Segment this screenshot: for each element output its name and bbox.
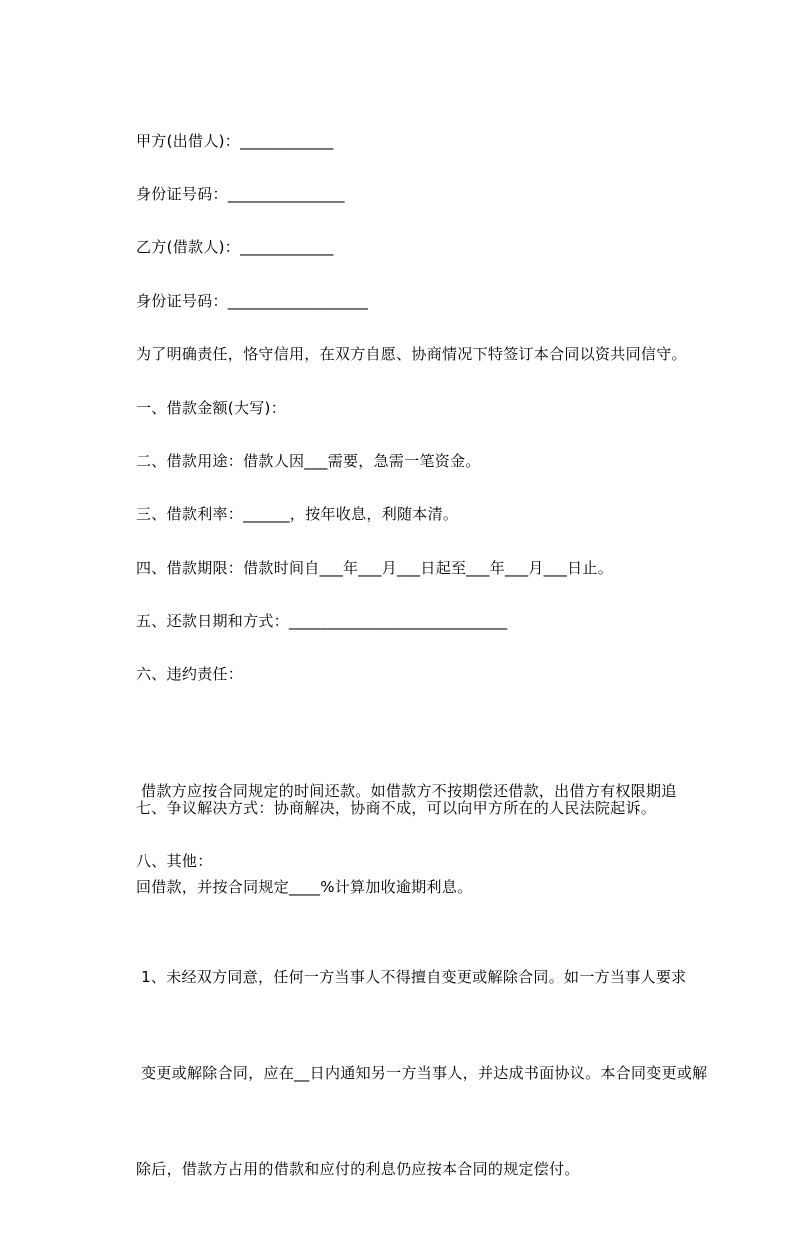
other-paragraph-line: 变更或解除合同，应在__日内通知另一方当事人，并达成书面协议。本合同变更或解 — [136, 1064, 708, 1082]
borrower-id-line: 身份证号码：__________________ — [136, 292, 369, 310]
clause-3-interest: 三、借款利率：______，按年收息，利随本清。 — [136, 505, 459, 523]
clause-1-amount: 一、借款金额(大写)： — [136, 399, 287, 417]
other-paragraph — [136, 897, 707, 1249]
clause-2-purpose: 二、借款用途：借款人因___需要，急需一笔资金。 — [136, 452, 481, 470]
other-paragraph-line: 除后，借款方占用的借款和应付的利息仍应按本合同的规定偿付。 — [136, 1160, 580, 1178]
borrower-line: 乙方(借款人)：____________ — [136, 238, 334, 256]
preamble-line: 为了明确责任，恪守信用，在双方自愿、协商情况下特签订本合同以资共同信守。 — [136, 345, 687, 363]
lender-line: 甲方(出借人)：____________ — [136, 132, 334, 150]
breach-paragraph-line: 回借款，并按合同规定____%计算加收逾期利息。 — [136, 878, 473, 896]
lender-id-line: 身份证号码：_______________ — [136, 185, 345, 203]
clause-6-heading: 六、违约责任： — [136, 665, 244, 683]
clause-5-repayment: 五、还款日期和方式：____________________________ — [136, 612, 508, 630]
other-paragraph-line: 1、未经双方同意，任何一方当事人不得擅自变更或解除合同。如一方当事人要求 — [136, 968, 687, 986]
breach-paragraph-line: 借款方应按合同规定的时间还款。如借款方不按期偿还借款，出借方有权限期追 — [136, 782, 677, 800]
clause-4-term: 四、借款期限：借款时间自___年___月___日起至___年___月___日止。 — [136, 559, 614, 577]
clause-8-heading: 八、其他： — [136, 852, 213, 870]
clause-7-dispute: 七、争议解决方式：协商解决，协商不成，可以向甲方所在的人民法院起诉。 — [136, 799, 657, 817]
